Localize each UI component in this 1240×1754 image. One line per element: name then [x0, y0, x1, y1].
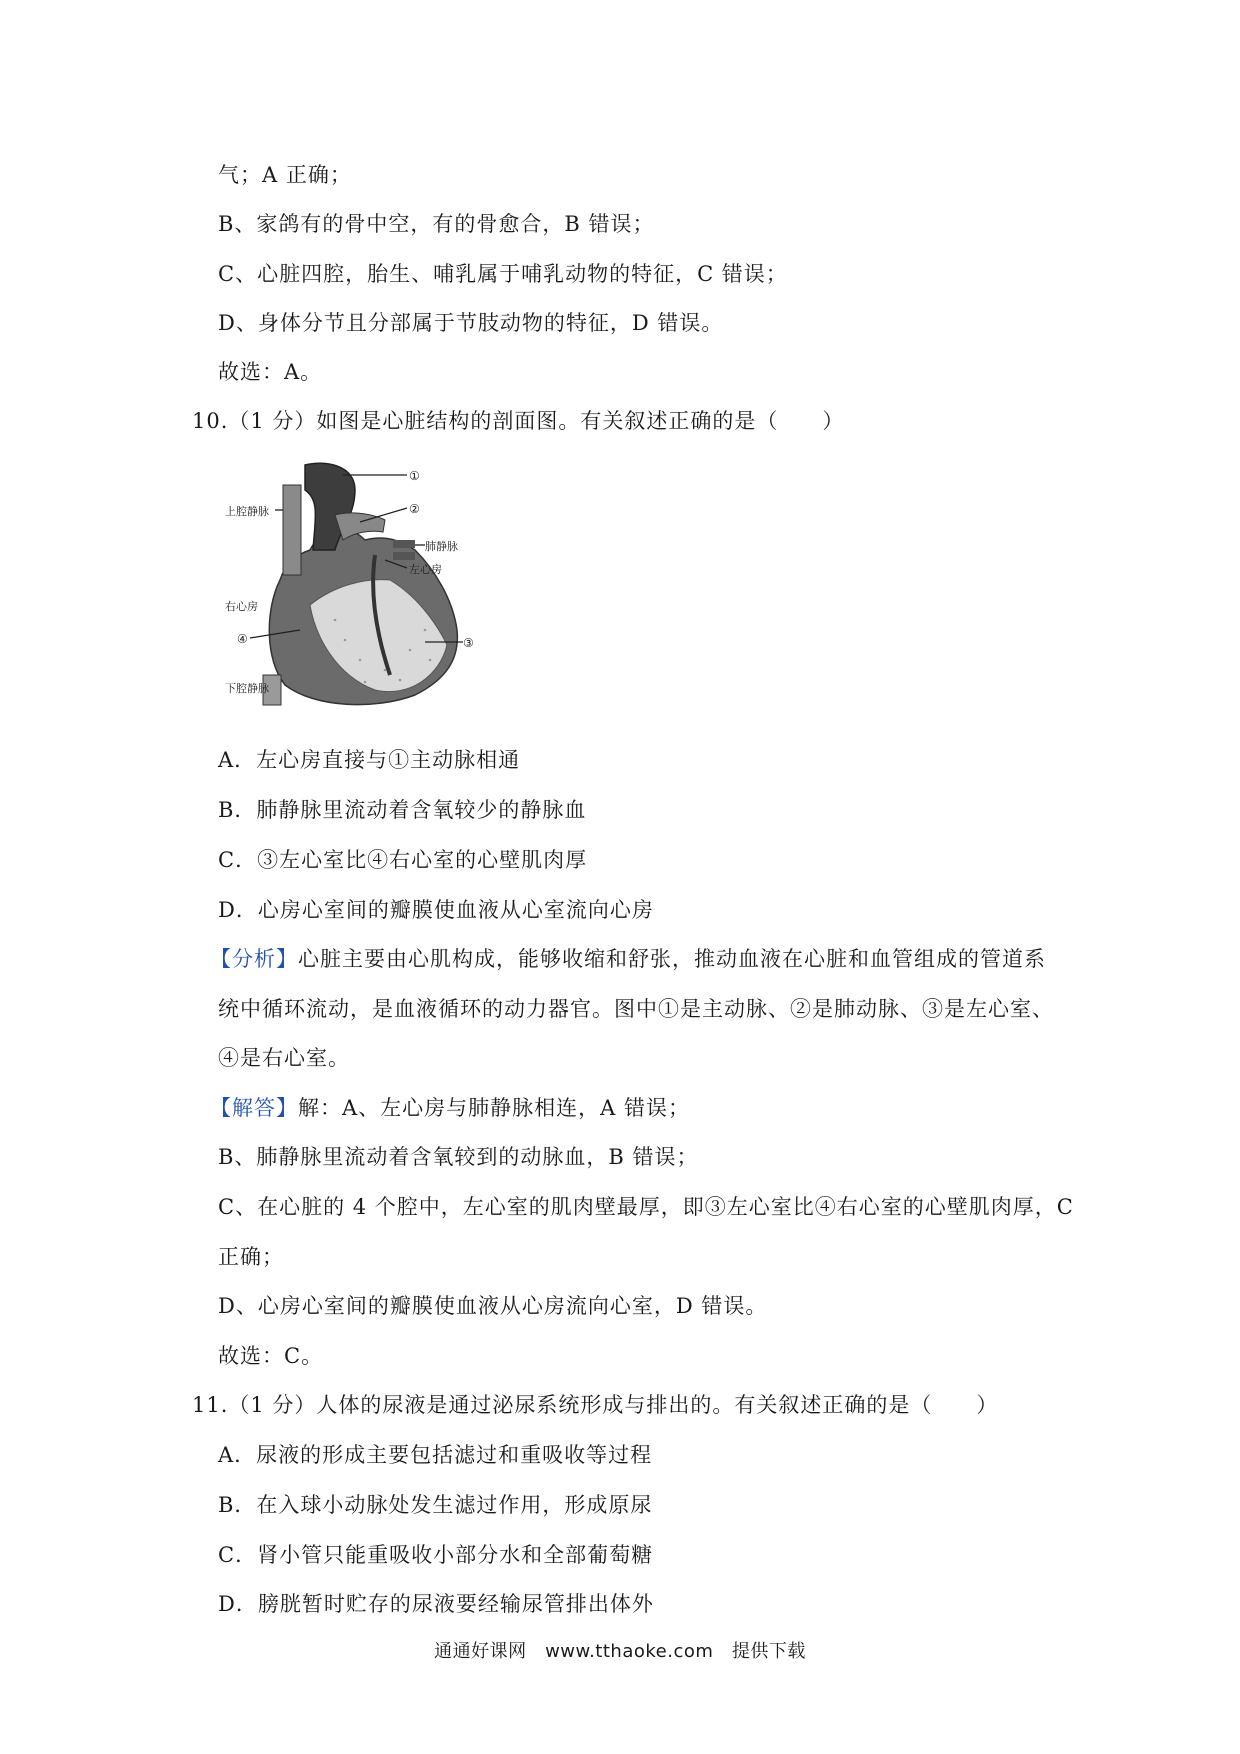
analysis-text-1: 心脏主要由心肌构成，能够收缩和舒张，推动血液在心脏和血管组成的管道系: [298, 947, 1046, 971]
q11-option-a: A．尿液的形成主要包括滤过和重吸收等过程: [218, 1443, 653, 1467]
superior-vena-cava: [283, 485, 301, 575]
q10-analysis-line-3: ④是右心室。: [218, 1046, 350, 1070]
q10-answer-c-line-2: 正确；: [218, 1245, 284, 1269]
q11-option-c: C．肾小管只能重吸收小部分水和全部葡萄糖: [218, 1543, 654, 1567]
q10-analysis-line-1: [210, 944, 1046, 974]
q11-option-b: B．在入球小动脉处发生滤过作用，形成原尿: [218, 1493, 653, 1517]
analysis-tag: 【分析】: [210, 947, 298, 971]
heart-diagram-svg: [225, 460, 480, 710]
label-inferior-vena-cava: 下腔静脉: [225, 682, 269, 695]
q10-option-b: B．肺静脉里流动着含氧较少的静脉血: [218, 798, 587, 822]
answer-a-text: 解：A、左心房与肺静脉相连，A 错误；: [298, 1096, 691, 1120]
label-left-atrium: 左心房: [409, 563, 442, 576]
prev-answer-c: C、心脏四腔，胎生、哺乳属于哺乳动物的特征，C 错误；: [218, 262, 788, 286]
question-10-stem: 10.（1 分）如图是心脏结构的剖面图。有关叙述正确的是（ ）: [192, 409, 845, 433]
page-footer: 通通好课网 www.tthaoke.com 提供下载: [434, 1641, 806, 1662]
q11-option-d: D．膀胱暂时贮存的尿液要经输尿管排出体外: [218, 1592, 654, 1616]
q10-option-a: A．左心房直接与①主动脉相通: [218, 748, 521, 772]
prev-answer-d: D、身体分节且分部属于节肢动物的特征，D 错误。: [218, 311, 724, 335]
answer-tag: 【解答】: [210, 1096, 298, 1120]
label-pulmonary-vein: 肺静脉: [425, 540, 458, 553]
q10-answer-d: D、心房心室间的瓣膜使血液从心房流向心室，D 错误。: [218, 1294, 768, 1318]
q10-answer-b: B、肺静脉里流动着含氧较到的动脉血，B 错误；: [218, 1145, 699, 1169]
label-right-atrium: 右心房: [225, 600, 258, 613]
q10-option-c: C．③左心室比④右心室的心壁肌肉厚: [218, 848, 588, 872]
question-11-stem: 11.（1 分）人体的尿液是通过泌尿系统形成与排出的。有关叙述正确的是（ ）: [192, 1393, 999, 1417]
prev-answer-continuation: 气；A 正确；: [218, 163, 352, 187]
label-3: ③: [463, 636, 474, 650]
label-2: ②: [409, 502, 420, 516]
q10-option-d: D．心房心室间的瓣膜使血液从心室流向心房: [218, 898, 654, 922]
q10-analysis-line-2: 统中循环流动，是血液循环的动力器官。图中①是主动脉、②是肺动脉、③是左心室、: [218, 997, 1054, 1021]
label-1: ①: [409, 469, 420, 483]
q10-choice: 故选：C。: [218, 1344, 324, 1368]
label-superior-vena-cava: 上腔静脉: [225, 505, 269, 518]
q10-answer-c-line-1: C、在心脏的 4 个腔中，左心室的肌肉壁最厚，即③左心室比④右心室的心壁肌肉厚，C: [218, 1195, 1074, 1219]
pulmonary-vein: [393, 540, 415, 548]
prev-answer-b: B、家鸽有的骨中空，有的骨愈合，B 错误；: [218, 212, 655, 236]
pulmonary-vein-2: [393, 552, 415, 560]
heart-diagram: [225, 460, 480, 710]
prev-answer-choice: 故选：A。: [218, 360, 323, 384]
q10-answer-line-a: [210, 1093, 690, 1123]
label-4: ④: [237, 632, 248, 646]
